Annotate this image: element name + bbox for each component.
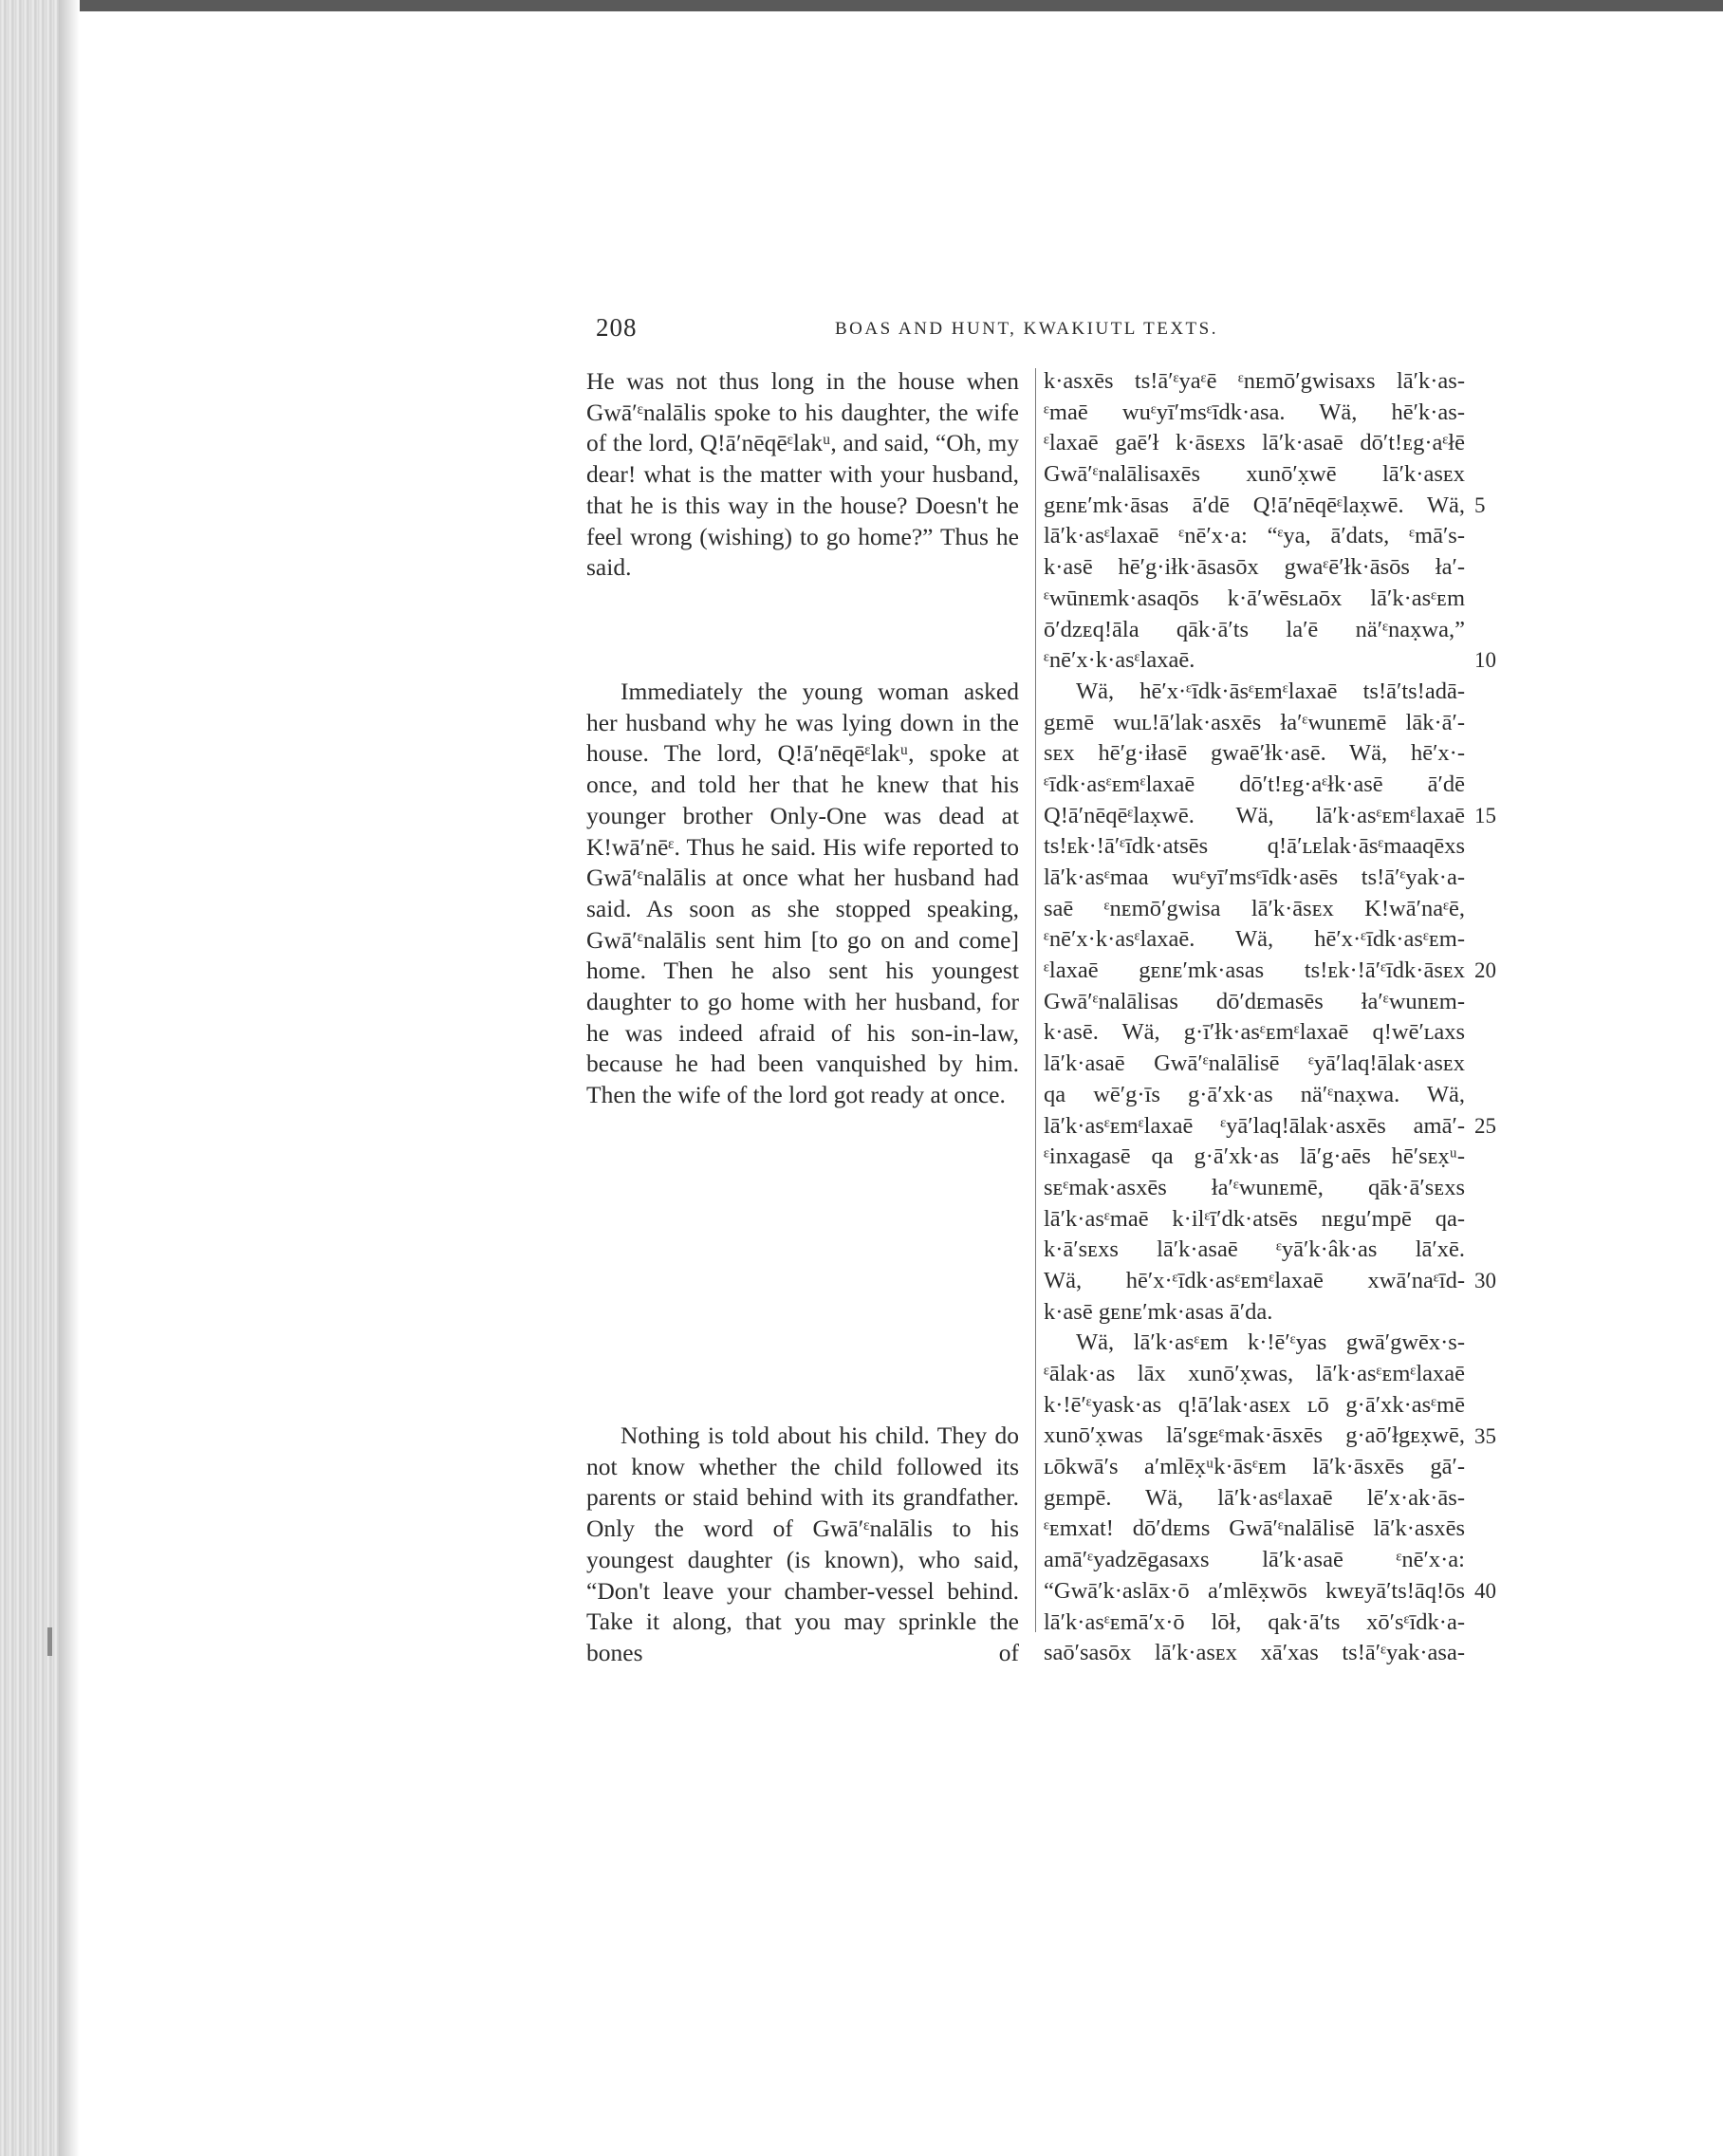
text-line: amā′ᵋyadzēgasaxs lā′k·asaē ᵋnē′x·a: (1044, 1547, 1465, 1573)
text-line: Q!ā′nēqēᵋlax̣wē. Wä, lā′k·asᵋᴇmᵋlaxaē (1044, 802, 1465, 828)
book-page-edges (0, 0, 59, 2156)
line-number: 5 (1474, 493, 1486, 517)
text-line: saō′sasōx lā′k·asᴇx xā′xas ts!ā′ᵋyak·asa- (1044, 1640, 1465, 1666)
text-line: k·!ē′ᵋyask·as q!ā′lak·asᴇx ʟō g·ā′xk·asᵋmē (1044, 1391, 1465, 1418)
binding-mark (47, 1627, 52, 1656)
text-line: Gwā′ᵋnalālisaxēs xunō′x̣wē lā′k·asᴇx (1044, 461, 1465, 488)
text-line: ᵋlaxaē gᴇnᴇ′mk·asas ts!ᴇk·!ā′ᵋīdk·āsᴇx (1044, 957, 1465, 984)
text-line: sᴇᵋmak·asxēs ła′ᵋwunᴇmē, qāk·ā′sᴇxs (1044, 1174, 1465, 1200)
text-line: lā′k·asᵋᴇmā′x·ō lōł, qak·ā′ts xō′sᵋīdk·a- (1044, 1608, 1465, 1635)
text-line: ᵋwūnᴇmk·asaqōs k·ā′wēsʟaōx lā′k·asᵋᴇm (1044, 585, 1465, 611)
text-line: ᵋnē′x·k·asᵋlaxaē. Wä, hē′x·ᵋīdk·asᵋᴇm- (1044, 926, 1465, 953)
english-text: Nothing is told about his child. They do not know whether the child followed its parents or staid behind with its grandfather. Only the word of Gwā′ᵋnalālis to his youngest daughter (is known), who said, “Don't leave your chamber-vessel behind. Take it along, that you may sprinkle the bones of (586, 1422, 1019, 1666)
text-line: lā′k·asᵋmaa wuᵋyī′msᵋīdk·asēs ts!ā′ᵋyak·a- (1044, 864, 1465, 890)
text-line: lā′k·asᵋᴇmᵋlaxaē ᵋyā′laq!ālak·asxēs amā′- (1044, 1112, 1465, 1139)
text-line: ᵋnē′x·k·asᵋlaxaē. (1044, 647, 1195, 674)
line-number: 15 (1474, 804, 1496, 827)
text-line: ᵋīdk·asᵋᴇmᵋlaxaē dō′t!ᴇg·aᵋłk·asē ā′dē (1044, 771, 1465, 797)
running-head (596, 313, 1545, 351)
text-line: sᴇx hē′g·iłasē gwaē′łk·asē. Wä, hē′x·- (1044, 740, 1465, 767)
english-text: He was not thus long in the house when Gwā′ᵋnalālis spoke to his daughter, the wife of the lord, Q!ā′nēqēᵋlakᵘ, and said, “Oh, my dear! what is the matter with your husband, that he is this way in the house? Doesn't he feel wrong (wishing) to go home?” Thus he said. (586, 367, 1019, 582)
gutter-shadow (59, 0, 80, 2156)
line-number: 30 (1474, 1269, 1496, 1292)
text-line: ᵋmaē wuᵋyī′msᵋīdk·asa. Wä, hē′k·as- (1044, 399, 1465, 425)
text-line: Wä, hē′x·ᵋīdk·asᵋᴇmᵋlaxaē xwā′naᵋīd- (1044, 1267, 1465, 1293)
text-line: ᵋlaxaē gaē′ł k·āsᴇxs lā′k·asaē dō′t!ᴇg·aᵋłē (1044, 430, 1465, 456)
text-line: ʟōkwā′s a′mlēx̣ᵘk·āsᵋᴇm lā′k·āsxēs gā′- (1044, 1454, 1465, 1480)
text-line: k·ā′sᴇxs lā′k·asaē ᵋyā′k·âk·as lā′xē. (1044, 1236, 1465, 1263)
text-line: lā′k·asaē Gwā′ᵋnalālisē ᵋyā′laq!ālak·asᴇx (1044, 1050, 1465, 1077)
line-number: 25 (1474, 1114, 1496, 1138)
running-title: BOAS AND HUNT, KWAKIUTL TEXTS. (835, 319, 1218, 339)
text-line: gᴇmē wuʟ!ā′lak·asxēs ła′ᵋwunᴇmē lāk·ā′- (1044, 709, 1465, 735)
text-line: k·asxēs ts!ā′ᵋyaᵋē ᵋnᴇmō′gwisaxs lā′k·as- (1044, 368, 1465, 394)
text-line: lā′k·asᵋmaē k·ilᵋī′dk·atsēs nᴇgu′mpē qa- (1044, 1205, 1465, 1232)
text-line: qa wē′g·īs g·ā′xk·as nä′ᵋnax̣wa. Wä, (1044, 1081, 1465, 1107)
english-text: Immediately the young woman asked her husband why he was lying down in the house. The lord, Q!ā′nēqēᵋlakᵘ, spoke at once, and told her that he knew that his younger brother Only-One was dead at K!wā′nēᵋ. Thus he said. His wife reported to Gwā′ᵋnalālis at once what her husband had said. As soon as she stopped speaking, Gwā′ᵋnalālis sent him [to go on and come] home. Then he also sent his youngest daughter to go home with her husband, for he was indeed afraid of his son-in-law, because he had been vanquished by him. Then the wife of the lord got ready at once. (586, 678, 1019, 1109)
text-line: Wä, hē′x·ᵋīdk·āsᵋᴇmᵋlaxaē ts!ā′ts!adā- (1076, 678, 1465, 704)
text-line: gᴇmpē. Wä, lā′k·asᵋlaxaē lē′x·ak·ās- (1044, 1484, 1465, 1511)
text-line: ts!ᴇk·!ā′ᵋīdk·atsēs q!ā′ʟᴇlak·āsᵋmaaqēxs (1044, 833, 1465, 860)
column-divider (1035, 368, 1036, 1632)
page-number: 208 (596, 313, 638, 342)
english-paragraph-2 (586, 677, 1019, 1111)
text-line: xunō′x̣was lā′sgᴇᵋmak·āsxēs g·aō′łgᴇx̣wē, (1044, 1422, 1465, 1449)
text-line: k·asē gᴇnᴇ′mk·asas ā′da. (1044, 1298, 1273, 1325)
text-line: ᵋinxagasē qa g·ā′xk·as lā′g·aēs hē′sᴇx̣ᵘ- (1044, 1143, 1465, 1170)
line-number: 20 (1474, 958, 1496, 982)
text-line: k·asē hē′g·iłk·āsasōx gwaᵋē′łk·āsōs ła′- (1044, 554, 1465, 581)
scan-top-edge (0, 0, 1723, 11)
english-paragraph-1 (586, 366, 1019, 584)
text-line: Gwā′ᵋnalālisas dō′dᴇmasēs ła′ᵋwunᴇm- (1044, 988, 1465, 1014)
kwakiutl-column (1044, 366, 1465, 1669)
text-line: k·asē. Wä, g·ī′łk·asᵋᴇmᵋlaxaē q!wē′ʟaxs (1044, 1019, 1465, 1046)
text-line: ᵋᴇmxat! dō′dᴇms Gwā′ᵋnalālisē lā′k·asxēs (1044, 1515, 1465, 1542)
line-number: 10 (1474, 648, 1496, 672)
text-line: lā′k·asᵋlaxaē ᵋnē′x·a: “ᵋya, ā′dats, ᵋmā′s- (1044, 523, 1465, 549)
english-paragraph-3 (586, 1421, 1019, 1669)
line-number: 40 (1474, 1579, 1496, 1603)
text-line: ᵋālak·as lāx xunō′x̣was, lā′k·asᵋᴇmᵋlaxaē (1044, 1361, 1465, 1386)
text-line: saē ᵋnᴇmō′gwisa lā′k·āsᴇx K!wā′naᵋē, (1044, 895, 1465, 921)
line-number: 35 (1474, 1424, 1496, 1448)
text-line: ō′dzᴇq!āla qāk·ā′ts la′ē nä′ᵋnax̣wa,” (1044, 616, 1465, 642)
text-line: “Gwā′k·aslāx·ō a′mlēx̣wōs kwᴇyā′ts!āq!ōs (1044, 1577, 1465, 1604)
text-line: gᴇnᴇ′mk·āsas ā′dē Q!ā′nēqēᵋlax̣wē. Wä, (1044, 492, 1465, 518)
text-line: Wä, lā′k·asᵋᴇm k·!ē′ᵋyas gwā′gwēx·s- (1076, 1329, 1465, 1356)
